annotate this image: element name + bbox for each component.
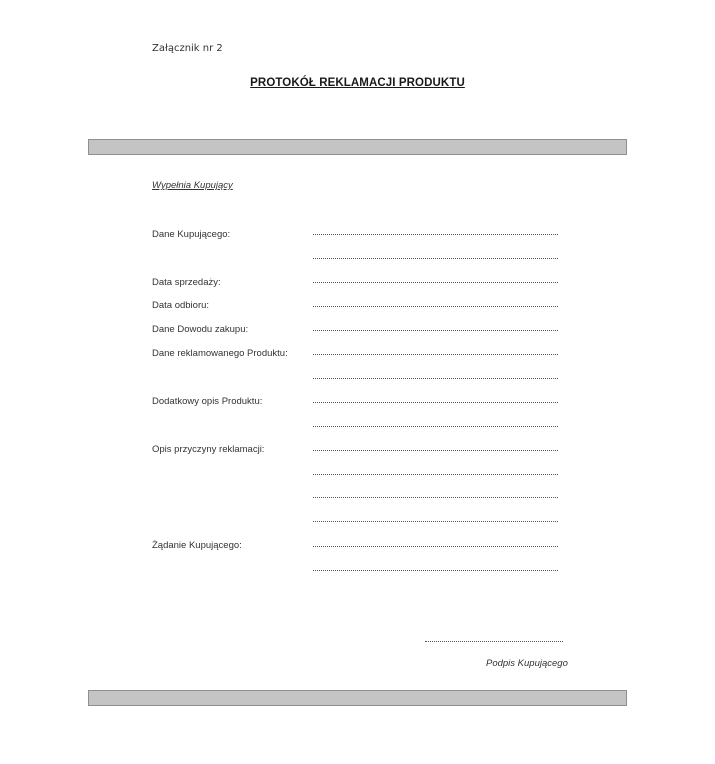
field-label-buyer-data: Dane Kupującego:	[152, 229, 231, 240]
field-label-buyer-demand: Żądanie Kupującego:	[152, 540, 242, 551]
attachment-label: Załącznik nr 2	[152, 43, 223, 54]
fill-line-product-description-1[interactable]	[313, 402, 558, 403]
field-label-product-data: Dane reklamowanego Produktu:	[152, 348, 288, 359]
field-label-product-description: Dodatkowy opis Produktu:	[152, 396, 263, 407]
fill-line-complaint-reason-3[interactable]	[313, 497, 558, 498]
fill-line-buyer-demand-2[interactable]	[313, 570, 558, 571]
field-label-proof-of-purchase: Dane Dowodu zakupu:	[152, 324, 249, 335]
field-label-sale-date: Data sprzedaży:	[152, 277, 221, 288]
section-label: Wypełnia Kupujący	[152, 180, 233, 191]
bottom-band	[88, 690, 627, 706]
signature-label: Podpis Kupującego	[486, 658, 568, 669]
fill-line-buyer-data-2[interactable]	[313, 258, 558, 259]
fill-line-buyer-demand-1[interactable]	[313, 546, 558, 547]
signature-line[interactable]	[425, 641, 563, 642]
fill-line-pickup-date[interactable]	[313, 306, 558, 307]
fill-line-product-data-1[interactable]	[313, 354, 558, 355]
field-label-pickup-date: Data odbioru:	[152, 300, 210, 311]
fill-line-product-data-2[interactable]	[313, 378, 558, 379]
fill-line-product-description-2[interactable]	[313, 426, 558, 427]
fill-line-complaint-reason-1[interactable]	[313, 450, 558, 451]
fill-line-sale-date[interactable]	[313, 282, 558, 283]
fill-line-complaint-reason-2[interactable]	[313, 474, 558, 475]
fill-line-complaint-reason-4[interactable]	[313, 521, 558, 522]
fill-line-proof-of-purchase[interactable]	[313, 330, 558, 331]
document-title: PROTOKÓŁ REKLAMACJI PRODUKTU	[250, 77, 465, 89]
field-label-complaint-reason: Opis przyczyny reklamacji:	[152, 444, 265, 455]
fill-line-buyer-data-1[interactable]	[313, 234, 558, 235]
top-band	[88, 139, 627, 155]
